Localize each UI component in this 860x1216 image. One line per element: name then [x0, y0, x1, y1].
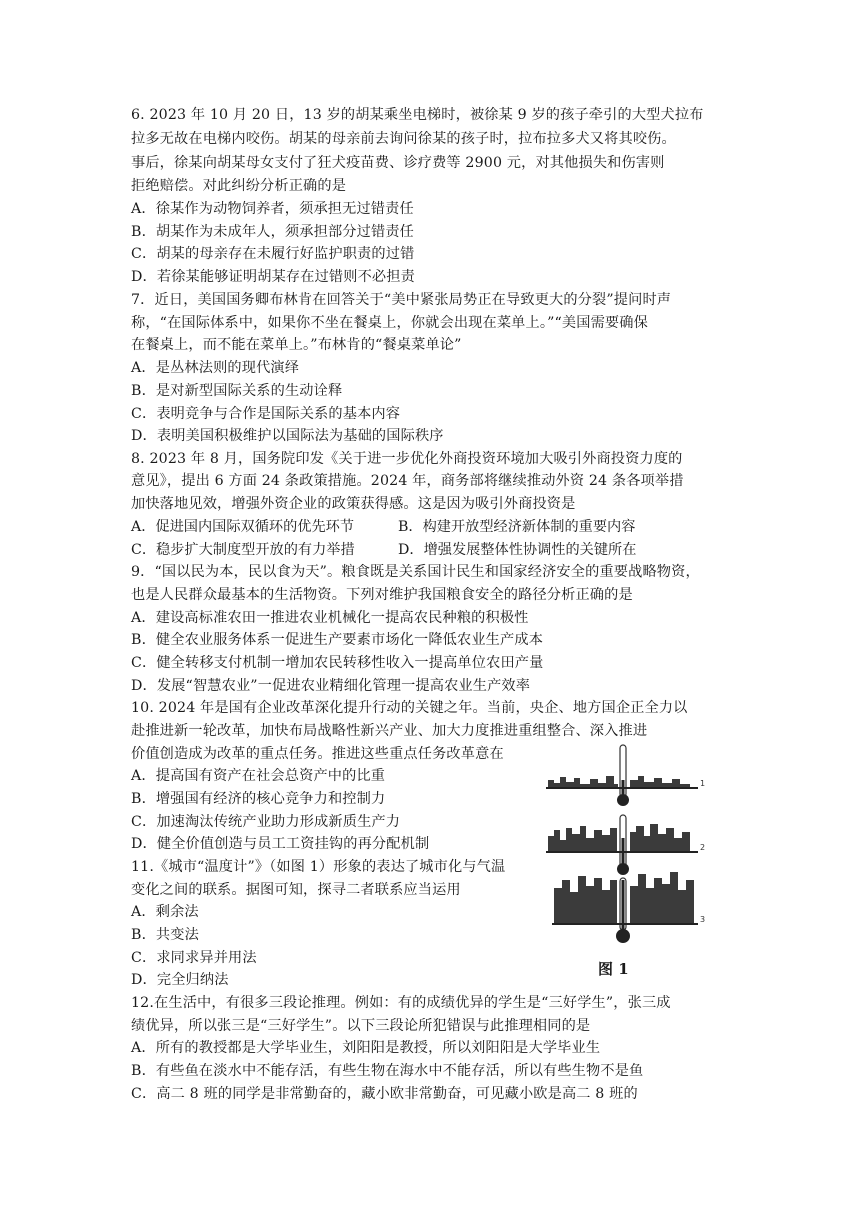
q12-line-2: 绩优异，所以张三是“三好学生”。以下三段论所犯错误与此推理相同的是: [131, 1018, 591, 1034]
thermometer-panel-3: [552, 872, 705, 943]
q6-option-c: C．胡某的母亲存在未履行好监护职责的过错: [131, 246, 415, 262]
q10-option-a: A．提高国有资产在社会总资产中的比重: [131, 768, 386, 784]
q8-option-c: C．稳步扩大制度型开放的有力举措: [131, 542, 355, 558]
city-thermometer-illustration: [540, 740, 710, 978]
q12-line-1: 12.在生活中，有很多三段论推理。例如：有的成绩优异的学生是“三好学生”，张三成: [131, 995, 671, 1011]
q11-line-1: 11.《城市“温度计”》（如图 1）形象的表达了城市化与气温: [131, 859, 506, 875]
q9-option-a: A．建设高标准农田一推进农业机械化一提高农民种粮的积极性: [131, 610, 529, 626]
q6-line-4: 拒绝赔偿。对此纠纷分析正确的是: [131, 178, 347, 194]
q11-option-d: D．完全归纳法: [131, 972, 229, 988]
q7-option-b: B．是对新型国际关系的生动诠释: [131, 383, 343, 399]
q7-line-1: 7．近日，美国国务卿布林肯在回答关于“美中紧张局势正在导致更大的分裂”提问时声: [131, 292, 672, 308]
q7-line-2: 称，“在国际体系中，如果你不坐在餐桌上，你就会出现在菜单上。”“美国需要确保: [131, 315, 648, 331]
q7-line-3: 在餐桌上，而不能在菜单上。”布林肯的“餐桌菜单论”: [131, 337, 462, 353]
q11-option-a: A．剩余法: [131, 904, 199, 920]
q8-line-1: 8. 2023 年 8 月，国务院印发《关于进一步优化外商投资环境加大吸引外商投资力度的: [131, 451, 683, 467]
thermometer-panel-1: [546, 745, 705, 806]
q8-line-3: 加快落地见效，增强外资企业的政策获得感。这是因为吸引外商投资是: [131, 496, 576, 512]
panel-label-2: 2: [700, 843, 706, 852]
q11-option-b: B．共变法: [131, 927, 199, 943]
city-thermometer-figure: [540, 740, 710, 978]
q8-line-2: 意见》，提出 6 方面 24 条政策措施。2024 年，商务部将继续推动外资 24 条各项举措: [131, 473, 684, 489]
q12-option-a: A．所有的教授都是大学毕业生，刘阳阳是教授，所以刘阳阳是大学毕业生: [131, 1040, 601, 1056]
q8-option-a: A．促进国内国际双循环的优先环节: [131, 519, 355, 535]
q9-line-1: 9．“国以民为本，民以食为天”。粮食既是关系国计民生和国家经济安全的重要战略物资，: [131, 564, 700, 580]
q12-option-b: B．有些鱼在淡水中不能存活，有些生物在海水中不能存活，所以有些生物不是鱼: [131, 1063, 644, 1079]
q6-option-d: D．若徐某能够证明胡某存在过错则不必担责: [131, 269, 415, 285]
q6-line-2: 拉多无故在电梯内咬伤。胡某的母亲前去询问徐某的孩子时，拉布拉多犬又将其咬伤。: [131, 131, 676, 147]
q6-line-1: 6. 2023 年 10 月 20 日，13 岁的胡某乘坐电梯时，被徐某 9 岁的孩子牵引的大型犬拉布: [131, 107, 704, 123]
q9-option-c: C．健全转移支付机制一增加农民转移性收入一提高单位农田产量: [131, 655, 544, 671]
q6-line-3: 事后，徐某向胡某母女支付了狂犬疫苗费、诊疗费等 2900 元，对其他损失和伤害则: [131, 155, 665, 171]
q7-option-c: C．表明竞争与合作是国际关系的基本内容: [131, 406, 401, 422]
q9-option-b: B．健全农业服务体系一促进生产要素市场化一降低农业生产成本: [131, 632, 544, 648]
q9-option-d: D．发展“智慧农业”一促进农业精细化管理一提高农业生产效率: [131, 678, 531, 694]
q7-option-d: D．表明美国积极维护以国际法为基础的国际秩序: [131, 428, 444, 444]
q12-option-c: C．高二 8 班的同学是非常勤奋的，藏小欧非常勤奋，可见藏小欧是高二 8 班的: [131, 1086, 638, 1102]
panel-label-3: 3: [700, 915, 706, 924]
q10-line-2: 赴推进新一轮改革，加快布局战略性新兴产业、加大力度推进重组整合、深入推进: [131, 723, 648, 739]
figure-caption: 图 1: [598, 960, 629, 978]
q10-option-b: B．增强国有经济的核心竞争力和控制力: [131, 791, 386, 807]
q6-option-b: B．胡某作为未成年人，须承担部分过错责任: [131, 224, 414, 240]
q10-line-3: 价值创造成为改革的重点任务。推进这些重点任务改革意在: [131, 746, 504, 762]
q11-line-2: 变化之间的联系。据图可知，探寻二者联系应当运用: [131, 882, 461, 898]
q8-option-d: D．增强发展整体性协调性的关键所在: [398, 542, 637, 558]
thermometer-panel-2: [546, 815, 705, 875]
q10-option-c: C．加速淘汰传统产业助力形成新质生产力: [131, 814, 401, 830]
q11-option-c: C．求同求异并用法: [131, 950, 257, 966]
q10-line-1: 10. 2024 年是国有企业改革深化提升行动的关键之年。当前，央企、地方国企正全力以: [131, 700, 688, 716]
q6-option-a: A．徐某作为动物饲养者，须承担无过错责任: [131, 201, 414, 217]
q9-line-2: 也是人民群众最基本的生活物资。下列对维护我国粮食安全的路径分析正确的是: [131, 587, 633, 603]
q10-option-d: D．健全价值创造与员工工资挂钩的再分配机制: [131, 836, 430, 852]
q7-option-a: A．是丛林法则的现代演绎: [131, 360, 300, 376]
q8-option-b: B．构建开放型经济新体制的重要内容: [398, 519, 636, 535]
panel-label-1: 1: [700, 779, 706, 788]
